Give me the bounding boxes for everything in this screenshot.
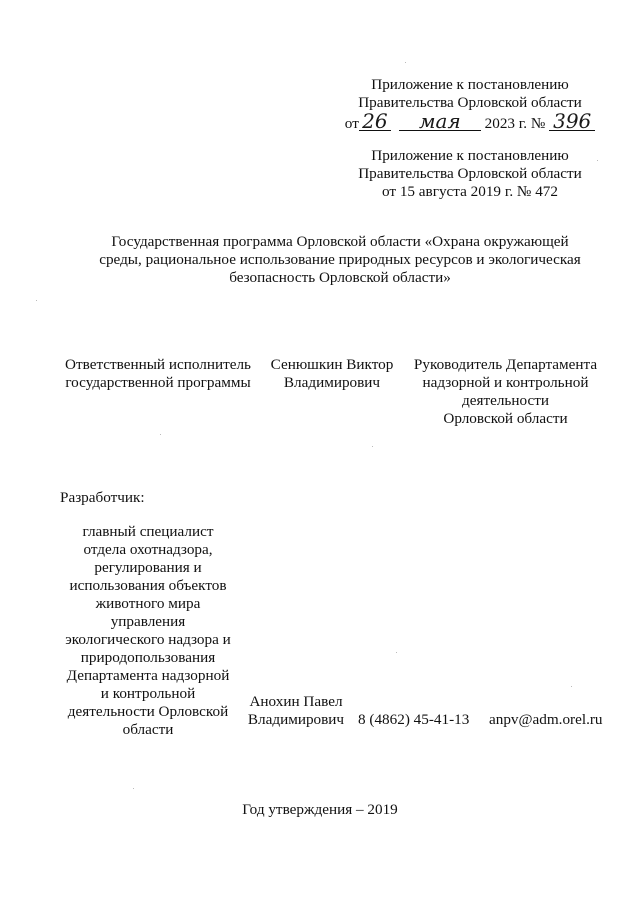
developer-position-line: природопользования xyxy=(80,649,216,666)
handwritten-decree-number: 396 xyxy=(549,112,595,131)
date-year-text: 2023 г. № xyxy=(484,115,546,132)
responsible-label-line: Ответственный исполнитель xyxy=(65,356,251,373)
developer-position-line: животного мира xyxy=(95,595,201,612)
responsible-position-line: Орловской области xyxy=(443,410,568,427)
responsible-position xyxy=(398,356,613,428)
responsible-position-line: надзорной и контрольной xyxy=(422,374,589,391)
developer-name-line: Анохин Павел xyxy=(249,693,343,710)
appendix-original-line1: Приложение к постановлению xyxy=(371,147,569,164)
appendix-original-line3: от 15 августа 2019 г. № 472 xyxy=(382,183,558,200)
developer-position-line: деятельности Орловской xyxy=(67,703,229,720)
developer-name xyxy=(240,693,352,729)
appendix-original-block xyxy=(330,147,610,201)
developer-position-line: регулирования и xyxy=(94,559,202,576)
developer-label: Разработчик: xyxy=(60,489,145,506)
scan-speck xyxy=(597,160,598,161)
appendix-current-date-line xyxy=(330,109,610,133)
program-title-line2: среды, рациональное использование природных ресурсов и экологическая xyxy=(99,251,581,268)
scan-speck xyxy=(36,300,37,301)
date-from-prefix: от xyxy=(344,115,359,132)
appendix-current-line1: Приложение к постановлению xyxy=(371,76,569,93)
responsible-label-line: государственной программы xyxy=(65,374,251,391)
responsible-position-line: деятельности xyxy=(462,392,549,409)
responsible-name-line: Владимирович xyxy=(283,374,381,391)
developer-position-line: и контрольной xyxy=(100,685,196,702)
responsible-name xyxy=(262,356,402,392)
appendix-current-line2: Правительства Орловской области xyxy=(358,94,582,111)
handwritten-date-month: мая xyxy=(399,112,481,131)
developer-position-line: Департамента надзорной xyxy=(66,667,230,684)
scan-speck xyxy=(133,788,134,789)
developer-position-line: использования объектов xyxy=(69,577,227,594)
program-title-line1: Государственная программа Орловской области «Охрана окружающей xyxy=(111,233,569,250)
appendix-original-line2: Правительства Орловской области xyxy=(358,165,582,182)
scan-speck xyxy=(160,434,161,435)
appendix-current-block xyxy=(330,76,610,133)
developer-position-line: отдела охотнадзора, xyxy=(83,541,213,558)
approval-year: Год утверждения – 2019 xyxy=(242,801,398,818)
scan-speck xyxy=(396,652,397,653)
program-title-line3: безопасность Орловской области» xyxy=(229,269,451,286)
developer-position xyxy=(58,523,238,739)
developer-email[interactable]: anpv@adm.orel.ru xyxy=(489,711,603,728)
responsible-name-line: Сенюшкин Виктор xyxy=(270,356,394,373)
scan-speck xyxy=(372,446,373,447)
developer-position-line: главный специалист xyxy=(82,523,214,540)
responsible-position-line: Руководитель Департамента xyxy=(413,356,598,373)
scan-speck xyxy=(405,62,406,63)
developer-position-line: области xyxy=(122,721,174,738)
program-title xyxy=(90,233,590,287)
responsible-label xyxy=(58,356,258,392)
scan-speck xyxy=(571,686,572,687)
developer-position-line: экологического надзора и xyxy=(65,631,231,648)
developer-name-line: Владимирович xyxy=(247,711,345,728)
handwritten-date-day: 26 xyxy=(359,112,391,131)
developer-phone: 8 (4862) 45-41-13 xyxy=(358,711,470,728)
developer-position-line: управления xyxy=(110,613,186,630)
